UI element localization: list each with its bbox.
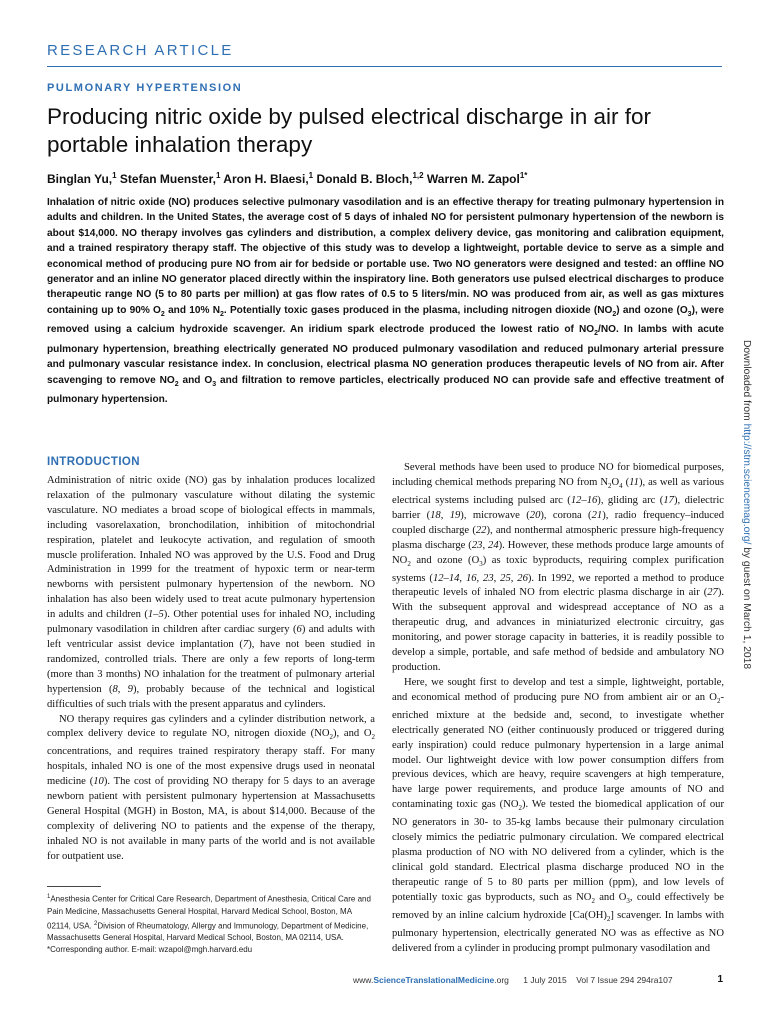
paragraph: Several methods have been used to produce NO for biomedical purposes, including chemical methods preparing NO from $N_2O_4$ (11), as well as various electrical systems including pulsed arc (12–16), gliding arc (17), dielectric barrier (18, 19), microwave (20), corona (21), radio frequency–induced coupled discharge (22), and nonthermal atmospheric pressure high-frequency plasma discharge (23, 24). However, these methods produce large amounts of $NO_2$ and ozone $(O_3)$ as toxic byproducts, requiring complex purification systems (12–14, 16, 23, 25, 26). In 1992, we reported a method to produce therapeutic levels of inhaled NO from electric plasma discharge in air (27). With the subsequent approval and widespread acceptance of NO as a therapeutic drug, and advances in miniaturized electronic circuitry, gas monitoring, and power storage capacity in batteries, it is readily possible to develop a simple, portable, and safe method of bedside and ambulatory NO production. (392, 462, 725, 673)
author-list (47, 171, 707, 186)
download-notice-suffix: by guest on March 1, 2018 (741, 544, 752, 670)
author-name: Stefan Muenster,$^1$ (119, 171, 221, 186)
author-affiliation-marker: 1 (215, 171, 221, 180)
download-source-link[interactable]: http://stm.sciencemag.org/ (741, 423, 752, 545)
author-name: Donald B. Bloch,$^{1,2}$ (316, 171, 424, 186)
affiliations-footnote: $^1$Anesthesia Center for Critical Care Research, Department of Anesthesia, Critical Care and Pain Medicine, Massachusetts General Hospital, Harvard Medical School, Boston, MA 02114, USA. $^2$Division of Rheumatology, Allergy and Immunology, Department of Medicine, Massachusetts General Hospital, Harvard Medical School, Boston, MA 02114, USA. *Corresponding author. E-mail: wzapol@mgh.harvard.edu (47, 894, 371, 955)
body-column-right (392, 461, 724, 957)
download-notice-prefix: Downloaded from (741, 340, 752, 424)
header-rule (47, 66, 722, 67)
author-name: Aron H. Blaesi,$^1$ (223, 171, 314, 186)
paragraph: NO therapy requires gas cylinders and a cylinder distribution network, a complex delivery device to regulate NO, nitrogen dioxide $(NO_2)$, and $O_2$ concentrations, and requires trained respiratory therapy staff. For many hospitals, inhaled NO is one of the most expensive drugs used in neonatal medicine (10). The cost of providing NO therapy for 5 days to an average newborn patient with persistent pulmonary hypertension at Massachusetts General Hospital (MGH) in Boston, MA, is about $14,000. Because of the complexity of delivering NO to patients and the expense of the therapy, inhaled NO is not available in many parts of the world and is not available for outpatient use. (47, 713, 376, 862)
introduction-heading: INTRODUCTION (47, 456, 140, 468)
author-affiliation-marker: 1 (112, 171, 117, 180)
paragraph: Here, we sought first to develop and test a simple, lightweight, portable, and economical method of producing pure NO from ambient air or an $O_2$-enriched mixture at the bedside and, second, to investigate whether electrically generated NO (either continuously produced or triggered during early inspiration) could reduce pulmonary hypertension in a large animal model. Our lightweight device with low power consumption differs from previous devices, which are heavy, require scavengers at high temperature, have large power requirements, and produce large amounts of NO and contaminating toxic gas $(NO_2)$. We tested the biomedical application of our NO generators in 30- to 35-kg lambs because their pulmonary circulation closely mimics the pediatric pulmonary circulation. We compared electrical plasma production of NO with NO delivered from a cylinder, which is the clinical gold standard. Electrical plasma discharge produced NO in the therapeutic range of 5 to 80 parts per million (ppm), and low levels of potentially toxic gas byproducts, such as $NO_2$ and $O_3$, could effectively be removed by an inline calcium hydroxide $[Ca(OH)_2]$ scavenger. In lambs with pulmonary hypertension, electrically generated NO was as effective as NO delivered from a cylinder in producing prompt pulmonary vasodilation and (392, 676, 724, 954)
section-label: PULMONARY HYPERTENSION (47, 82, 243, 94)
author-affiliation-marker: 1 (308, 171, 314, 180)
article-title: Producing nitric oxide by pulsed electrical discharge in air for portable inhalation therapy (47, 104, 652, 157)
citation-info: 1 July 2015 Vol 7 Issue 294 294ra107 (523, 975, 673, 985)
author-name: Binglan Yu,$^1$ (47, 171, 117, 186)
body-column-left (47, 474, 375, 865)
author-affiliation-marker: 1* (519, 171, 528, 180)
footnote-rule (47, 886, 101, 887)
author-name: Warren M. Zapol$^{1*}$ (426, 171, 528, 186)
page-number: 1 (717, 974, 723, 985)
page-footer (353, 975, 723, 985)
download-notice (741, 340, 752, 669)
author-affiliation-marker: 1,2 (412, 171, 424, 180)
article-type-kicker: RESEARCH ARTICLE (47, 42, 234, 59)
journal-url[interactable]: www.ScienceTranslationalMedicine.org (353, 975, 509, 985)
paragraph: Administration of nitric oxide (NO) gas by inhalation produces localized relaxation of the pulmonary vasculature without dilating the systemic vasculature. NO mediates a broad scope of biological effects in mammals, including vasorelaxation, bronchodilation, inhibition of mitochondrial respiration, platelet and leukocyte activation, and regulation of smooth muscle proliferation. Inhaled NO was approved by the U.S. Food and Drug Administration in 1999 for the treatment of hypoxic term or near-term newborns with persistent pulmonary hypertension of the newborn. NO inhalation has also been widely used to treat acute pulmonary hypertension in adults and children (1–5). Other potential uses for inhaled NO, including pulmonary vasodilation in children after cardiac surgery (6) and adults with left ventricular assist device implantation (7), have not been studied in randomized, controlled trials. There are only a few reports of long-term (more than 3 months) NO inhalation for the treatment of pulmonary arterial hypertension (8, 9), probably because of the technical and logistical difficulties of such trials with the present apparatus and cylinders. (47, 475, 376, 710)
abstract: Inhalation of nitric oxide (NO) produces selective pulmonary vasodilation and is an effective therapy for treating pulmonary hypertension in adults and children. In the United States, the average cost of 5 days of inhaled NO for persistent pulmonary hypertension of the newborn is about $14,000. NO therapy involves gas cylinders and distribution, a complex delivery device, gas monitoring and calibration equipment, and a trained respiratory therapy staff. The objective of this study was to develop a lightweight, portable device to serve as a simple and economical method of producing pure NO from air for bedside or portable use. Two NO generators were designed and tested: an offline NO generator and an inline NO generator placed directly within the inspiratory line. Both generators use pulsed electrical discharges to produce therapeutic range NO (5 to 80 parts per million) at gas flow rates of 0.5 to 5 liters/min. NO was produced from air, as well as gas mixtures containing up to 90% $O_2$ and 10% $N_2$. Potentially toxic gases produced in the plasma, including nitrogen dioxide $(NO_2)$ and ozone $(O_3)$, were removed using a calcium hydroxide scavenger. An iridium spark electrode produced the lowest ratio of $NO_2/NO$. In lambs with acute pulmonary hypertension, breathing electrically generated NO produced pulmonary vasodilation and reduced pulmonary arterial pressure and pulmonary vascular resistance index. In conclusion, electrical plasma NO generation produces therapeutic levels of NO from air. After scavenging to remove $NO_2$ and $O_3$ and filtration to remove particles, electrically produced NO can provide safe and effective treatment of pulmonary hypertension. (47, 197, 725, 405)
